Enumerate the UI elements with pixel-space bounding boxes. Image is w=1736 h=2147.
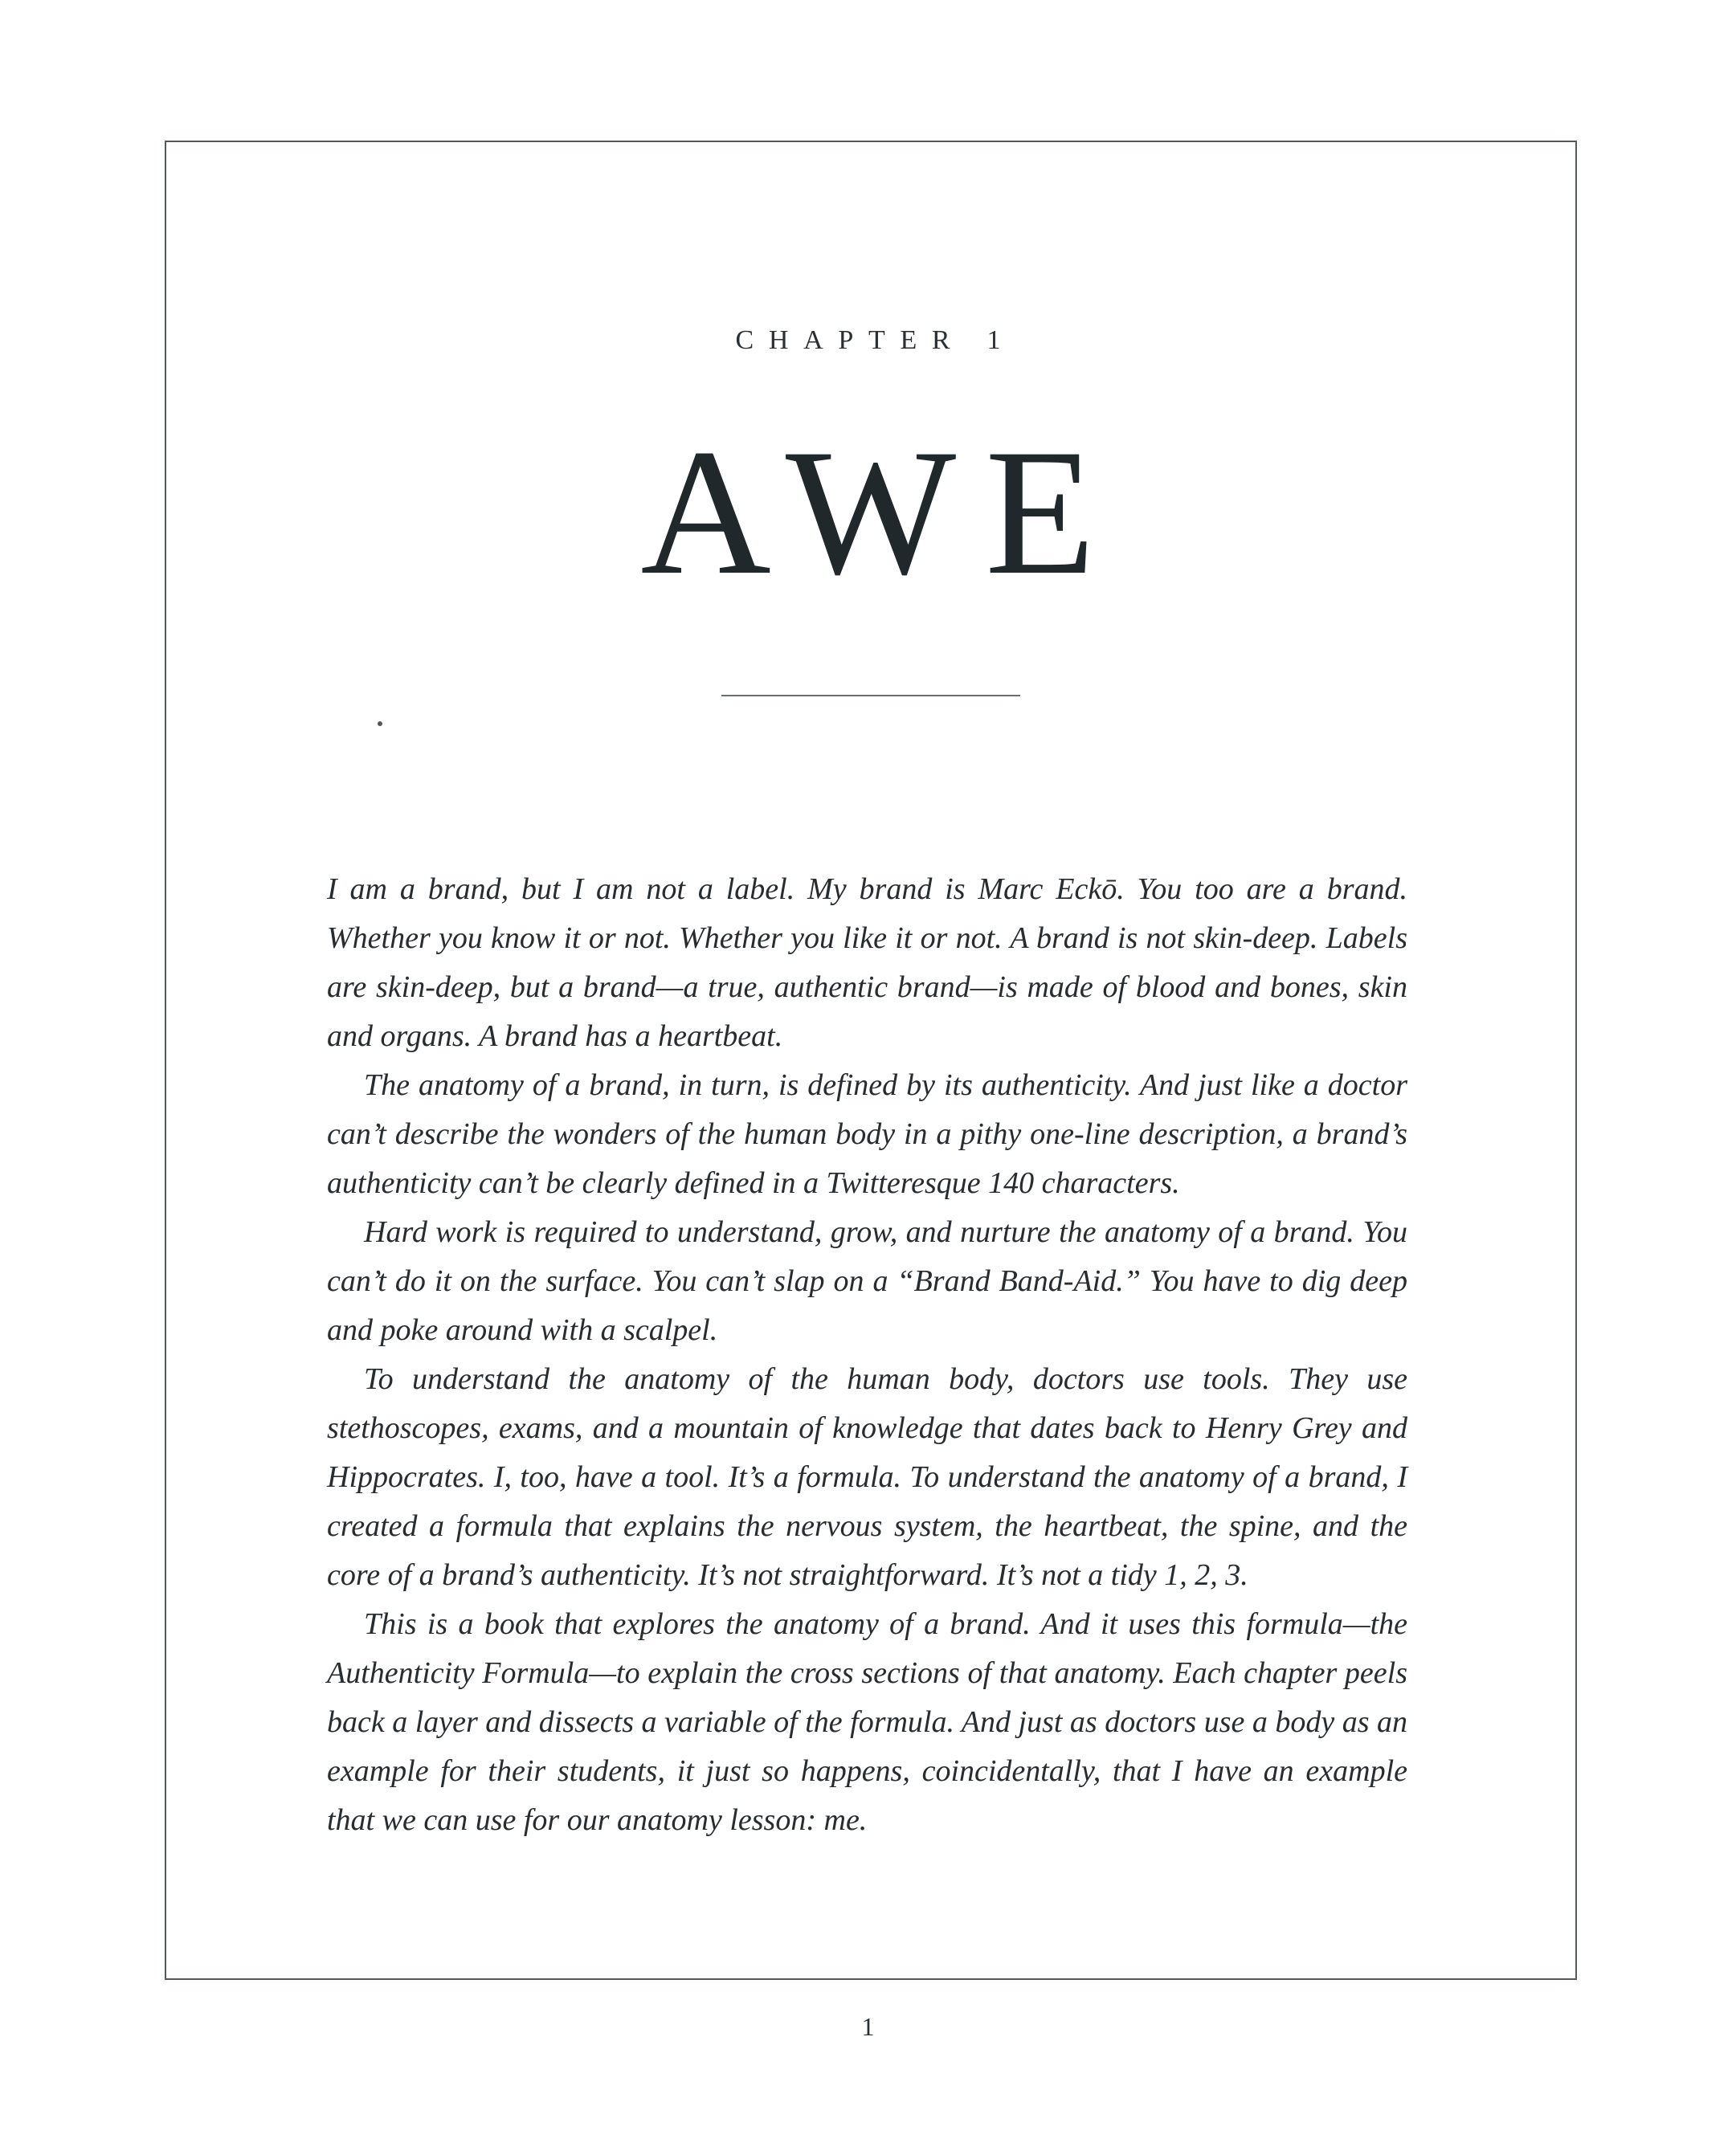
scan-speck — [378, 721, 382, 726]
chapter-body — [327, 865, 1407, 1845]
chapter-label: CHAPTER 1 — [735, 325, 1016, 355]
paragraph: To understand the anatomy of the human body, doctors use tools. They use stethoscopes, exams, and a mountain of knowledge that dates back to Henry Grey and Hippocrates. I, too, have a tool. It’s a formula. To understand the anatomy of a brand, I created a formula that explains the nervous system, the heartbeat, the spine, and the core of a brand’s authenticity. It’s not straightforward. It’s not a tidy 1, 2, 3. — [327, 1362, 1407, 1592]
chapter-title: AWE — [640, 411, 1125, 612]
paragraph: The anatomy of a brand, in turn, is defined by its authenticity. And just like a doctor can’t describe the wonders of the human body in a pithy one-line description, a brand’s authenticity can’t be clearly defined in a Twitteresque 140 characters. — [327, 1068, 1407, 1200]
paragraph: This is a book that explores the anatomy of a brand. And it uses this formula—the Authenticity Formula—to explain the cross sections of that anatomy. Each chapter peels back a layer and dissects a variable of the formula. And just as doctors use a body as an example for their students, it just so happens, coincidentally, that I have an example that we can use for our anatomy lesson: me. — [327, 1607, 1408, 1837]
page-number: 1 — [861, 2012, 875, 2041]
title-divider — [721, 695, 1020, 696]
paragraph: Hard work is required to understand, grow, and nurture the anatomy of a brand. You can’t do it on the surface. You can’t slap on a “Brand Band-Aid.” You have to dig deep and poke around with a scalpel. — [327, 1215, 1407, 1347]
paragraph: I am a brand, but I am not a label. My brand is Marc Eckō. You too are a brand. Whether you know it or not. Whether you like it or not. A brand is not skin-deep. Labels are skin-deep, but a brand—a true, authentic brand—is made of blood and bones, skin and organs. A brand has a heartbeat. — [327, 872, 1407, 1053]
